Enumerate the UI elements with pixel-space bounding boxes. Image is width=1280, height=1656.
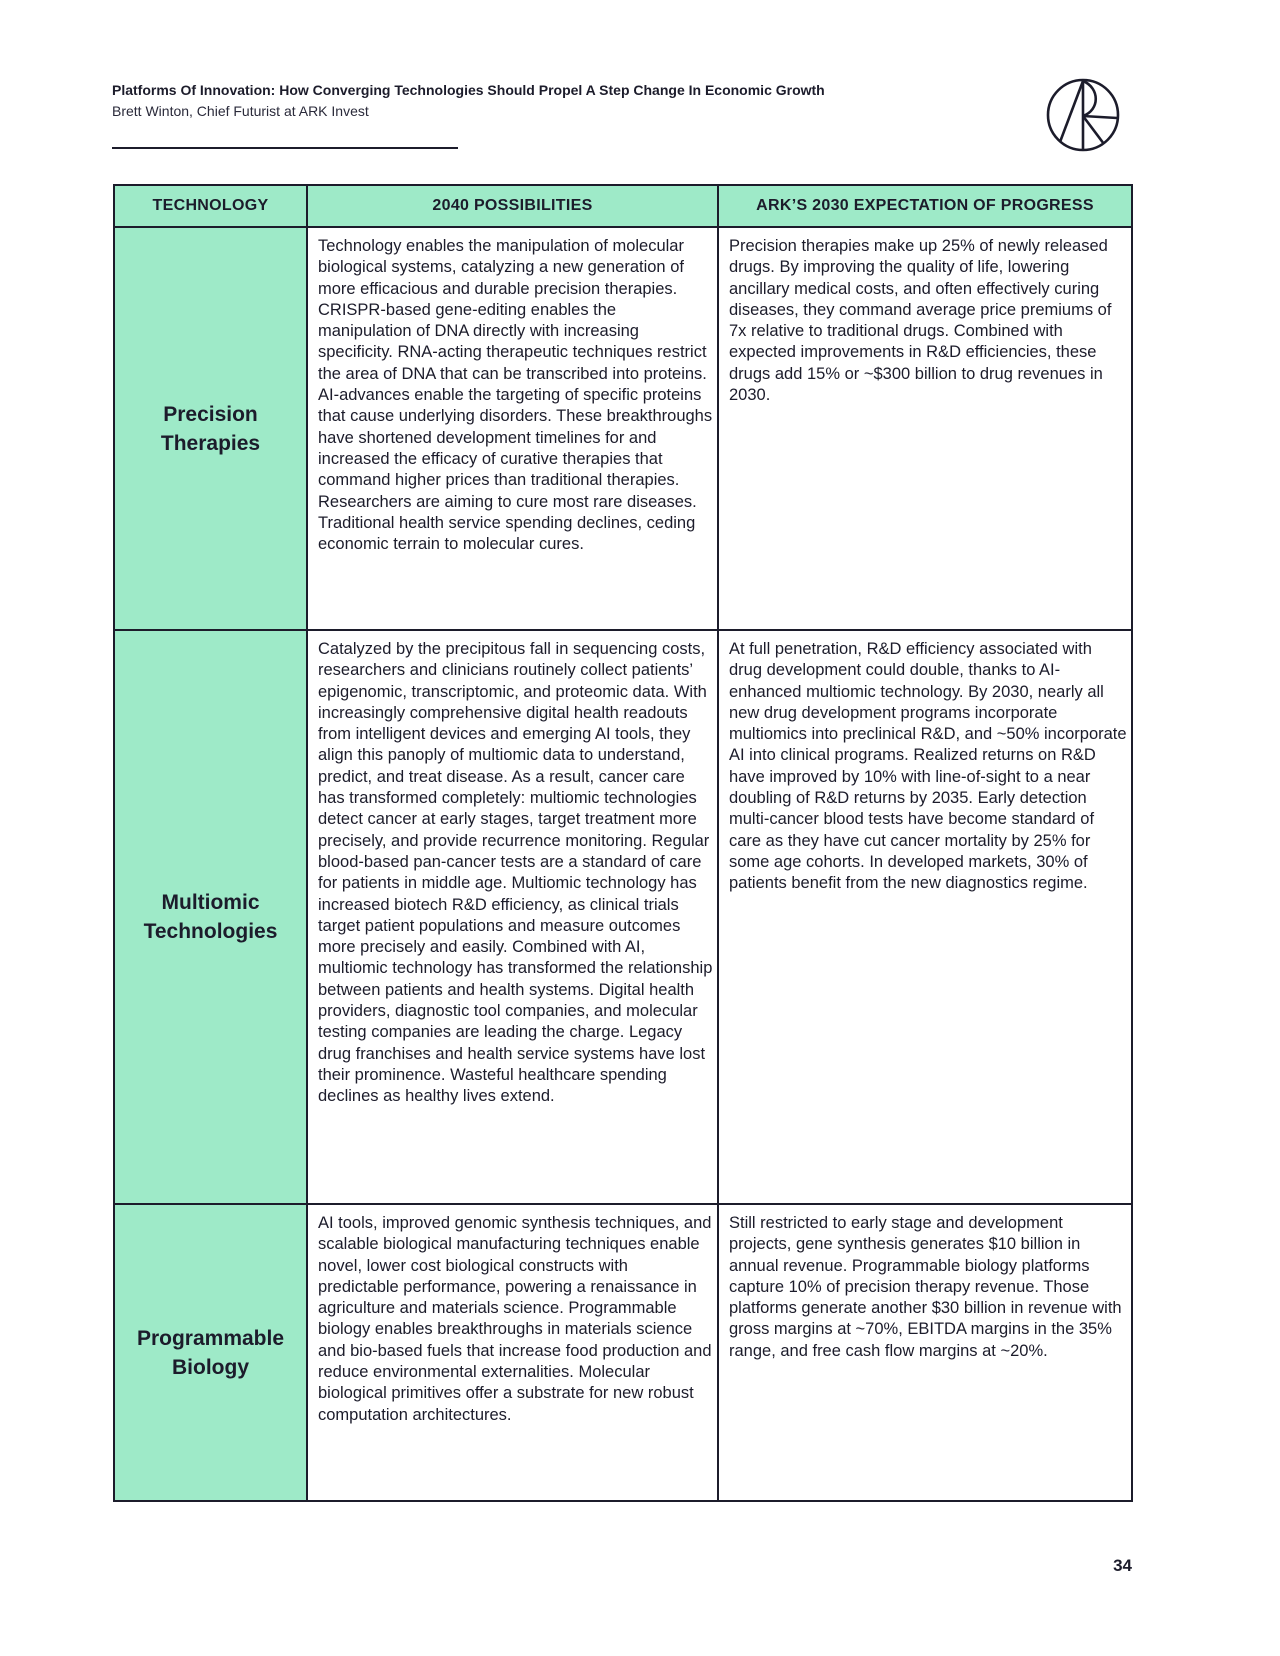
table-row [114,227,1132,630]
technology-cell [114,630,307,1204]
document-title: Platforms Of Innovation: How Converging Technologies Should Propel A Step Change In Economic Growth [112,82,825,98]
document-author: Brett Winton, Chief Futurist at ARK Invest [112,103,369,119]
technology-name: Precision Therapies [160,402,261,455]
column-header-2030-expectation: ARK’S 2030 EXPECTATION OF PROGRESS [718,185,1132,227]
page-number: 34 [1113,1556,1132,1575]
table-row [114,630,1132,1204]
technology-name: Programmable Biology [136,1326,285,1379]
column-header-technology: TECHNOLOGY [114,185,307,227]
expectation-cell: Precision therapies make up 25% of newly released drugs. By improving the quality of life, lowering ancillary medical costs, and often effectively curing diseases, they command average price premiums of 7x relative to traditional drugs. Combined with expected improvements in R&D efficiencies, these drugs add 15% or ~$300 billion to drug revenues in 2030. [718,227,1132,630]
table-header-row [114,185,1132,227]
technology-table [113,184,1133,1502]
technology-cell [114,227,307,630]
technology-cell [114,1204,307,1501]
header-divider [112,147,458,149]
expectation-cell: Still restricted to early stage and development projects, gene synthesis generates $10 billion in annual revenue. Programmable biology platforms capture 10% of precision therapy revenue. Those platforms generate another $30 billion in revenue with gross margins at ~70%, EBITDA margins in the 35% range, and free cash flow margins at ~20%. [718,1204,1132,1501]
ark-logo-icon [1046,78,1120,152]
possibilities-cell: Catalyzed by the precipitous fall in sequencing costs, researchers and clinicians routinely collect patients’ epigenomic, transcriptomic, and proteomic data. With increasingly comprehensive digital health readouts from intelligent devices and emerging AI tools, they align this panoply of multiomic data to understand, predict, and treat disease. As a result, cancer care has transformed completely: multiomic technologies detect cancer at early stages, target treatment more precisely, and provide recurrence monitoring. Regular blood-based pan-cancer tests are a standard of care for patients in middle age. Multiomic technology has increased biotech R&D efficiency, as clinical trials target patient populations and measure outcomes more precisely and easily. Combined with AI, multiomic technology has transformed the relationship between patients and health systems. Digital health providers, diagnostic tool companies, and molecular testing companies are leading the charge. Legacy drug franchises and health service systems have lost their prominence. Wasteful healthcare spending declines as healthy lives extend. [307,630,718,1204]
technology-name: Multiomic Technologies [143,891,278,943]
document-header [112,80,1012,121]
possibilities-cell: AI tools, improved genomic synthesis techniques, and scalable biological manufacturing techniques enable novel, lower cost biological constructs with predictable performance, powering a renaissance in agriculture and materials science. Programmable biology enables breakthroughs in materials science and bio-based fuels that increase food production and reduce environmental externalities. Molecular biological primitives offer a substrate for new robust computation architectures. [307,1204,718,1501]
column-header-2040-possibilities: 2040 POSSIBILITIES [307,185,718,227]
possibilities-cell: Technology enables the manipulation of molecular biological systems, catalyzing a new generation of more efficacious and durable precision therapies. CRISPR-based gene-editing enables the manipulation of DNA directly with increasing specificity. RNA-acting therapeutic techniques restrict the area of DNA that can be transcribed into proteins. AI-advances enable the targeting of specific proteins that cause underlying disorders. These breakthroughs have shortened development timelines for and increased the efficacy of curative therapies that command higher prices than traditional therapies. Researchers are aiming to cure most rare diseases. Traditional health service spending declines, ceding economic terrain to molecular cures. [307,227,718,630]
table-row [114,1204,1132,1501]
expectation-cell: At full penetration, R&D efficiency associated with drug development could double, thanks to AI-enhanced multiomic technology. By 2030, nearly all new drug development programs incorporate multiomics into preclinical R&D, and ~50% incorporate AI into clinical programs. Realized returns on R&D have improved by 10% with line-of-sight to a near doubling of R&D returns by 2035. Early detection multi-cancer blood tests have become standard of care as they have cut cancer mortality by 25% for some age cohorts. In developed markets, 30% of patients benefit from the new diagnostics regime. [718,630,1132,1204]
